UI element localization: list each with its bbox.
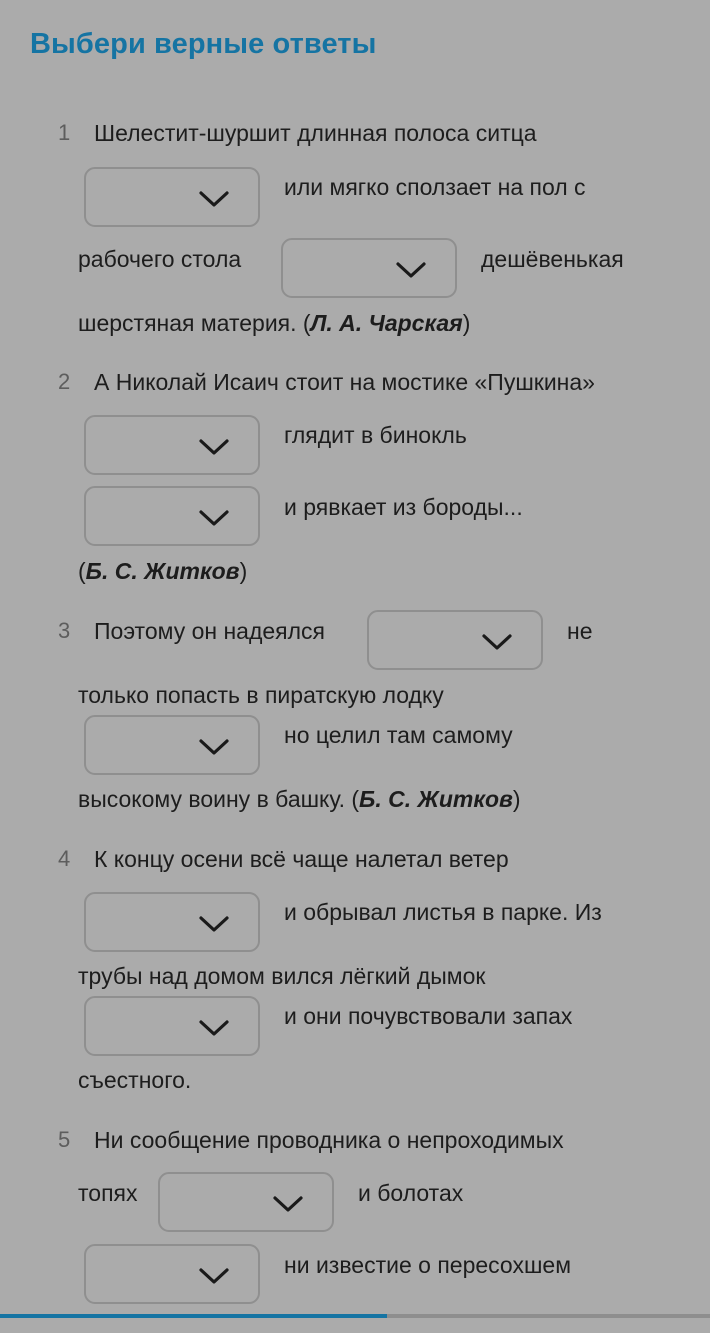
- question-text: и рявкает из бороды...: [284, 494, 523, 520]
- question-text: ): [512, 786, 521, 812]
- question-number: 5: [58, 1127, 71, 1152]
- question-text: ни известие о пересохшем: [284, 1252, 572, 1278]
- question-text-line: [78, 556, 247, 586]
- question-text: и они почувствовали запах: [284, 1003, 573, 1029]
- question-text: но целил там самому: [284, 722, 513, 748]
- question-text: К концу осени всё чаще налетал ветер: [94, 846, 509, 872]
- question-text: или мягко сползает на пол с: [284, 174, 586, 200]
- question-number: 1: [58, 120, 71, 145]
- question-text: А Николай Исаич стоит на мостике «Пушкина»: [94, 369, 595, 395]
- chevron-down-icon: [198, 508, 230, 528]
- answer-dropdown[interactable]: [84, 996, 260, 1056]
- answer-dropdown[interactable]: [84, 892, 260, 952]
- question-text: и болотах: [358, 1180, 464, 1206]
- answer-dropdown[interactable]: [158, 1172, 334, 1232]
- chevron-down-icon: [395, 260, 427, 280]
- chevron-down-icon: [198, 1018, 230, 1038]
- question-text: рабочего стола: [78, 246, 242, 272]
- chevron-down-icon: [481, 632, 513, 652]
- answer-dropdown[interactable]: [84, 415, 260, 475]
- chevron-down-icon: [198, 437, 230, 457]
- answer-dropdown[interactable]: [84, 715, 260, 775]
- answer-dropdown[interactable]: [84, 167, 260, 227]
- progress-fill: [0, 1314, 387, 1318]
- question-text-line: [78, 784, 521, 814]
- page-title: Выбери верные ответы: [30, 28, 377, 60]
- answer-dropdown[interactable]: [281, 238, 457, 298]
- question-text: только попасть в пиратскую лодку: [78, 682, 444, 708]
- question-text: ): [462, 310, 471, 336]
- answer-dropdown[interactable]: [367, 610, 543, 670]
- question-text: шерстяная материя. (: [78, 310, 311, 336]
- question-number: 4: [58, 846, 71, 871]
- chevron-down-icon: [198, 1266, 230, 1286]
- progress-bar: [0, 1314, 710, 1318]
- question-text: Ни сообщение проводника о непроходимых: [94, 1127, 564, 1153]
- question-text: высокому воину в башку. (: [78, 786, 360, 812]
- question-text-line: [78, 308, 470, 338]
- question-text: дешёвенькая: [481, 246, 624, 272]
- question-text: съестного.: [78, 1067, 192, 1093]
- author-name: Б. С. Житков: [359, 786, 513, 812]
- chevron-down-icon: [198, 914, 230, 934]
- question-text: Поэтому он надеялся: [94, 618, 325, 644]
- author-name: Б. С. Житков: [85, 558, 240, 584]
- author-name: Л. А. Чарская: [310, 310, 463, 336]
- question-text: ): [239, 558, 248, 584]
- question-text: топях: [78, 1180, 138, 1206]
- chevron-down-icon: [272, 1194, 304, 1214]
- question-number: 2: [58, 369, 71, 394]
- answer-dropdown[interactable]: [84, 1244, 260, 1304]
- question-text: не: [567, 618, 593, 644]
- question-text: Шелестит-шуршит длинная полоса ситца: [94, 120, 537, 146]
- question-text: глядит в бинокль: [284, 422, 467, 448]
- question-text: трубы над домом вился лёгкий дымок: [78, 963, 486, 989]
- question-number: 3: [58, 618, 71, 643]
- question-text: (: [78, 558, 86, 584]
- question-text: и обрывал листья в парке. Из: [284, 899, 602, 925]
- answer-dropdown[interactable]: [84, 486, 260, 546]
- chevron-down-icon: [198, 737, 230, 757]
- chevron-down-icon: [198, 189, 230, 209]
